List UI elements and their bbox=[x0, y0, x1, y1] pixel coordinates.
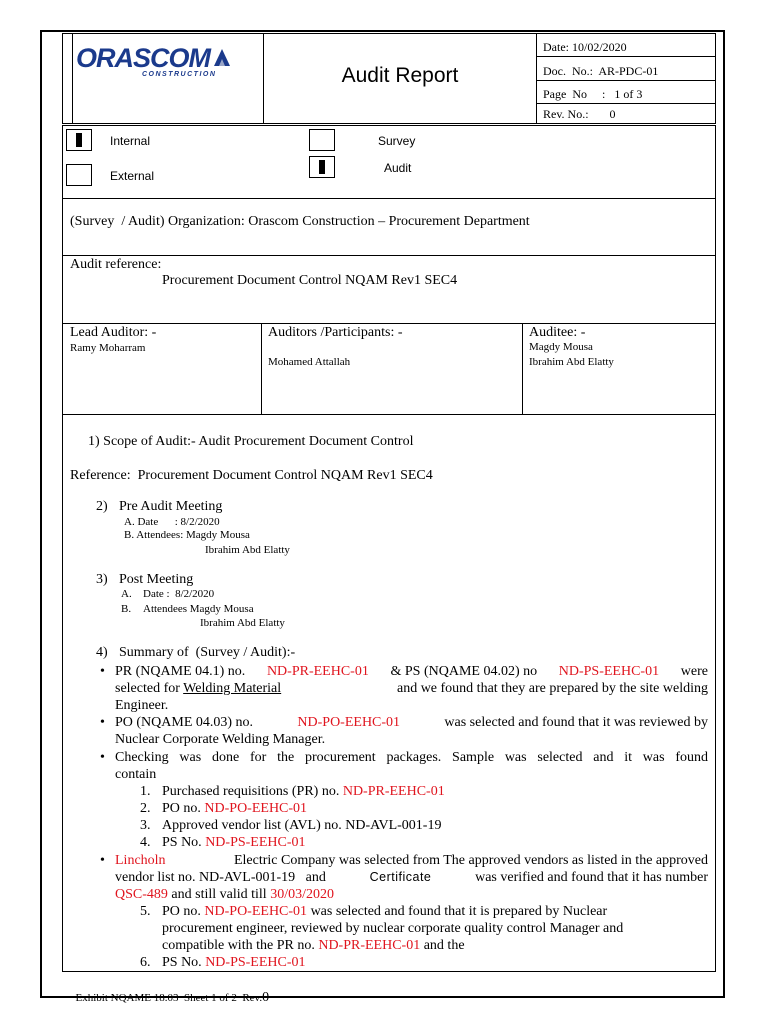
section-number: 4) bbox=[96, 645, 108, 660]
text-run: PO no. bbox=[162, 904, 205, 919]
internal-checkbox[interactable] bbox=[66, 129, 92, 151]
header-date: Date: 10/02/2020 bbox=[543, 40, 627, 54]
header-divider bbox=[72, 33, 73, 124]
section-number: 2) bbox=[96, 499, 108, 514]
footer-text bbox=[70, 978, 269, 1006]
audit-reference-label: Audit reference: bbox=[70, 257, 162, 272]
auditee-name: Ibrahim Abd Elatty bbox=[529, 356, 614, 368]
pre-audit-title: Pre Audit Meeting bbox=[119, 499, 223, 514]
logo-emblem-icon bbox=[210, 46, 234, 68]
organization-line: (Survey / Audit) Organization: Orascom Construction – Procurement Department bbox=[70, 214, 530, 229]
logo-subtitle: CONSTRUCTION bbox=[142, 71, 217, 78]
text-run: and the bbox=[420, 938, 465, 953]
pre-audit-attendee: Ibrahim Abd Elatty bbox=[205, 544, 290, 556]
document-code: ND-PR-EEHC-01 bbox=[266, 664, 369, 679]
audit-checkbox[interactable] bbox=[309, 156, 335, 178]
bullet-icon: • bbox=[100, 664, 105, 679]
col-divider bbox=[261, 323, 262, 414]
list-item bbox=[115, 663, 708, 714]
list-marker: A. bbox=[121, 588, 132, 600]
text-run: was selected and found that it is prepared by Nuclear bbox=[307, 904, 608, 919]
text-run: procurement engineer, reviewed by nuclear corporate quality control Manager and bbox=[162, 921, 624, 936]
company-logo bbox=[76, 44, 236, 84]
document-code: ND-PO-EEHC-01 bbox=[204, 904, 308, 919]
audit-label: Audit bbox=[384, 161, 412, 175]
logo-wordmark: ORASCOM bbox=[76, 43, 210, 73]
external-checkbox[interactable] bbox=[66, 164, 92, 186]
internal-label: Internal bbox=[110, 134, 151, 148]
header-divider bbox=[536, 56, 716, 57]
text-run: contain bbox=[115, 767, 157, 782]
post-meeting-attendees: Attendees Magdy Mousa bbox=[143, 603, 254, 615]
text-run: Engineer. bbox=[115, 698, 169, 713]
text-run: Nuclear Corporate Welding Manager. bbox=[115, 732, 326, 747]
text-run: PS No. bbox=[162, 835, 206, 850]
list-item bbox=[162, 783, 445, 800]
document-code: ND-PS-EEHC-01 bbox=[558, 664, 660, 679]
text-run: Purchased requisitions (PR) no. bbox=[162, 784, 343, 799]
page-title: Audit Report bbox=[341, 64, 459, 87]
text-run: vendor list no. ND-AVL-001-19 and bbox=[115, 870, 330, 885]
pre-audit-date: A. Date : 8/2/2020 bbox=[124, 516, 220, 528]
audit-reference-value: Procurement Document Control NQAM Rev1 SEC4 bbox=[162, 273, 458, 288]
list-item: Approved vendor list (AVL) no. ND-AVL-001-19 bbox=[162, 818, 442, 833]
col-divider bbox=[522, 323, 523, 414]
text-run: PO (NQAME 04.03) no. bbox=[115, 715, 257, 730]
header-doc-no: Doc. No.: AR-PDC-01 bbox=[543, 64, 659, 78]
summary-title: Summary of (Survey / Audit):- bbox=[119, 645, 296, 660]
vendor-name: Lincholn bbox=[115, 853, 166, 868]
text-run: compatible with the PR no. bbox=[162, 938, 319, 953]
document-code: ND-PR-EEHC-01 bbox=[342, 784, 445, 799]
post-meeting-date: Date : 8/2/2020 bbox=[143, 588, 215, 600]
row-divider bbox=[62, 323, 716, 324]
list-number: 5. bbox=[140, 904, 151, 919]
lead-auditor-name: Ramy Moharram bbox=[70, 342, 146, 354]
survey-checkbox[interactable] bbox=[309, 129, 335, 151]
bullet-icon: • bbox=[100, 750, 105, 765]
text-run: Electric Company was selected from The approved vendors as listed in the approved bbox=[230, 853, 708, 868]
expiry-date: 30/03/2020 bbox=[270, 887, 334, 902]
list-item bbox=[162, 834, 306, 851]
auditors-label: Auditors /Participants: - bbox=[268, 325, 403, 340]
list-number: 1. bbox=[140, 784, 151, 799]
header-divider bbox=[536, 33, 537, 124]
list-item bbox=[162, 800, 307, 817]
document-code: ND-PS-EEHC-01 bbox=[205, 955, 306, 970]
section-number: 3) bbox=[96, 572, 108, 587]
document-code: ND-PR-EEHC-01 bbox=[318, 938, 421, 953]
list-marker: B. bbox=[121, 603, 132, 615]
list-item bbox=[115, 852, 708, 903]
text-run: and still valid till bbox=[167, 887, 271, 902]
text-run: Checking was done for the procurement packages. Sample was selected and it was found bbox=[115, 750, 708, 765]
lead-auditor-label: Lead Auditor: - bbox=[70, 325, 157, 340]
text-run: were bbox=[677, 664, 708, 679]
auditee-name: Magdy Mousa bbox=[529, 341, 593, 353]
text-run: & PS (NQAME 04.02) no bbox=[386, 664, 541, 679]
bullet-icon: • bbox=[100, 853, 105, 868]
text-run: was verified and found that it has number bbox=[471, 870, 708, 885]
list-number: 2. bbox=[140, 801, 151, 816]
list-item bbox=[162, 903, 702, 954]
document-code: ND-PO-EEHC-01 bbox=[204, 801, 308, 816]
list-item bbox=[162, 954, 306, 971]
bullet-icon: • bbox=[100, 715, 105, 730]
text-run: PR (NQAME 04.1) no. bbox=[115, 664, 249, 679]
text-run: Welding Material bbox=[183, 681, 282, 696]
reference-line: Reference: Procurement Document Control NQAM Rev1 SEC4 bbox=[70, 468, 433, 483]
row-divider bbox=[62, 414, 716, 415]
text-run: and we found that they are prepared by the site welding bbox=[393, 681, 708, 696]
document-code: ND-PS-EEHC-01 bbox=[205, 835, 306, 850]
auditors-name: Mohamed Attallah bbox=[268, 356, 351, 368]
certificate-number: QSC-489 bbox=[115, 887, 168, 902]
pre-audit-attendees: B. Attendees: Magdy Mousa bbox=[124, 529, 250, 541]
row-divider bbox=[62, 255, 716, 256]
header-divider bbox=[536, 80, 716, 81]
post-meeting-title: Post Meeting bbox=[119, 572, 194, 587]
row-divider bbox=[62, 198, 716, 199]
list-item bbox=[115, 749, 708, 783]
text-run: selected for bbox=[115, 681, 184, 696]
text-run: PS No. bbox=[162, 955, 206, 970]
list-number: 3. bbox=[140, 818, 151, 833]
header-divider bbox=[536, 103, 716, 104]
header-rev-no: Rev. No.: 0 bbox=[543, 107, 616, 121]
scope-line: 1) Scope of Audit:- Audit Procurement Document Control bbox=[88, 434, 414, 449]
document-code: ND-PO-EEHC-01 bbox=[297, 715, 401, 730]
list-number: 4. bbox=[140, 835, 151, 850]
text-run: PO no. bbox=[162, 801, 205, 816]
text-run: Certificate bbox=[369, 870, 432, 884]
footer-rev: 0 bbox=[262, 990, 270, 1005]
list-item bbox=[115, 714, 708, 748]
header-page-no: Page No : 1 of 3 bbox=[543, 87, 643, 101]
text-run: was selected and found that it was reviewed by bbox=[440, 715, 708, 730]
form-box bbox=[62, 125, 716, 972]
external-label: External bbox=[110, 169, 155, 183]
survey-label: Survey bbox=[378, 134, 416, 148]
list-number: 6. bbox=[140, 955, 151, 970]
auditee-label: Auditee: - bbox=[529, 325, 586, 340]
footer-label: Exhibit NQAME 18.03 Sheet 1 of 2 Rev. bbox=[75, 992, 263, 1004]
post-meeting-attendee: Ibrahim Abd Elatty bbox=[200, 617, 285, 629]
